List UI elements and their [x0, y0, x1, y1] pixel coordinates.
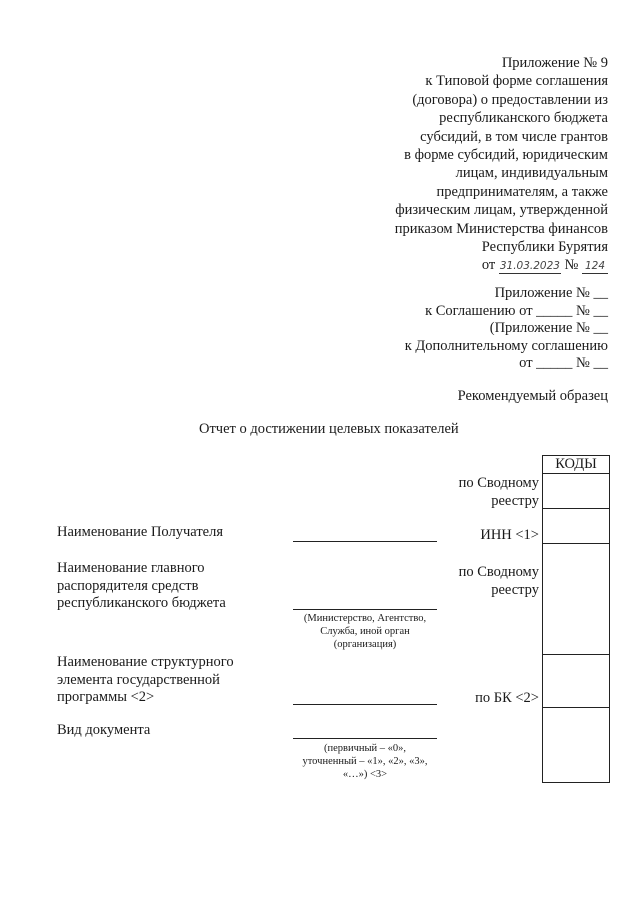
appendix-line: субсидий, в том числе грантов [420, 128, 608, 145]
svod2-label-b: реестру [491, 582, 539, 598]
code-cell-svod1[interactable] [543, 473, 609, 508]
bk-label: по БК <2> [475, 690, 539, 706]
structural-element-line3: программы <2> [57, 689, 155, 705]
document-type-hint1: (первичный – «0», [323, 743, 407, 754]
structural-element-label [57, 654, 234, 707]
structural-element-line2: элемента государственной [57, 671, 220, 688]
agreement-line: к Дополнительному соглашению [404, 337, 608, 354]
inn-label: ИНН <1> [480, 527, 539, 543]
chief-manager-line1: Наименование главного [57, 560, 205, 576]
svod2-label-a: по Сводному [458, 564, 539, 580]
document-type-hint3: «…») <3> [342, 769, 388, 780]
agreement-line: (Приложение № __ [489, 320, 608, 337]
number-prefix: № [564, 257, 579, 274]
handwritten-date: 31.03.2023 [499, 260, 560, 273]
chief-manager-line[interactable] [293, 609, 437, 610]
recommended-sample: Рекомендуемый образец [457, 388, 608, 404]
agreement-line: от _____ № __ [519, 355, 608, 372]
chief-manager-line3: республиканского бюджета [57, 595, 226, 611]
document-type-hint2: уточненный – «1», «2», «3», [302, 756, 428, 767]
agreement-line: Приложение № __ [494, 285, 608, 301]
structural-element-line[interactable] [293, 704, 437, 705]
handwritten-number: 124 [582, 260, 608, 274]
code-cell-inn[interactable] [543, 508, 609, 543]
order-date-line [395, 256, 608, 274]
chief-manager-hint2: Служба, иной орган [320, 626, 410, 637]
date-prefix: от [481, 257, 496, 274]
svod1-label [459, 474, 539, 510]
recipient-label: Наименование Получателя [57, 524, 224, 540]
code-cell-svod2[interactable] [543, 543, 609, 654]
chief-manager-line2: распорядителя средств [57, 577, 199, 594]
agreement-line: к Соглашению от _____ № __ [425, 302, 608, 319]
code-cell-doc[interactable] [543, 707, 609, 782]
appendix-line: в форме субсидий, юридическим [404, 147, 608, 164]
appendix-line: Республики Бурятия [481, 239, 608, 256]
chief-manager-label [57, 560, 226, 613]
codes-table [542, 455, 610, 783]
svod1-label-a: по Сводному [458, 475, 539, 491]
chief-manager-hint [284, 612, 446, 651]
codes-header: КОДЫ [555, 456, 597, 472]
chief-manager-hint3: (организация) [333, 639, 397, 650]
chief-manager-hint1: (Министерство, Агентство, [303, 613, 427, 624]
structural-element-line1: Наименование структурного [57, 654, 234, 670]
document-type-label: Вид документа [57, 722, 151, 738]
appendix-line: лицам, индивидуальным [455, 165, 608, 182]
appendix-header [395, 54, 608, 275]
appendix-line: физическим лицам, утвержденной [395, 202, 608, 219]
appendix-line: (договора) о предоставлении из [412, 91, 608, 108]
appendix-line: республиканского бюджета [439, 110, 608, 127]
svod2-label [459, 563, 539, 599]
svod1-label-b: реестру [491, 493, 539, 509]
report-title-text: Отчет о достижении целевых показателей [199, 421, 459, 437]
agreement-reference [405, 285, 608, 373]
appendix-line: Приложение № 9 [501, 55, 608, 71]
recipient-line[interactable] [293, 541, 437, 542]
appendix-line: к Типовой форме соглашения [425, 73, 608, 90]
document-type-hint [280, 742, 450, 781]
appendix-line: предпринимателям, а также [436, 183, 608, 200]
document-type-line[interactable] [293, 738, 437, 739]
appendix-line: приказом Министерства финансов [394, 220, 608, 237]
code-cell-bk[interactable] [543, 654, 609, 707]
